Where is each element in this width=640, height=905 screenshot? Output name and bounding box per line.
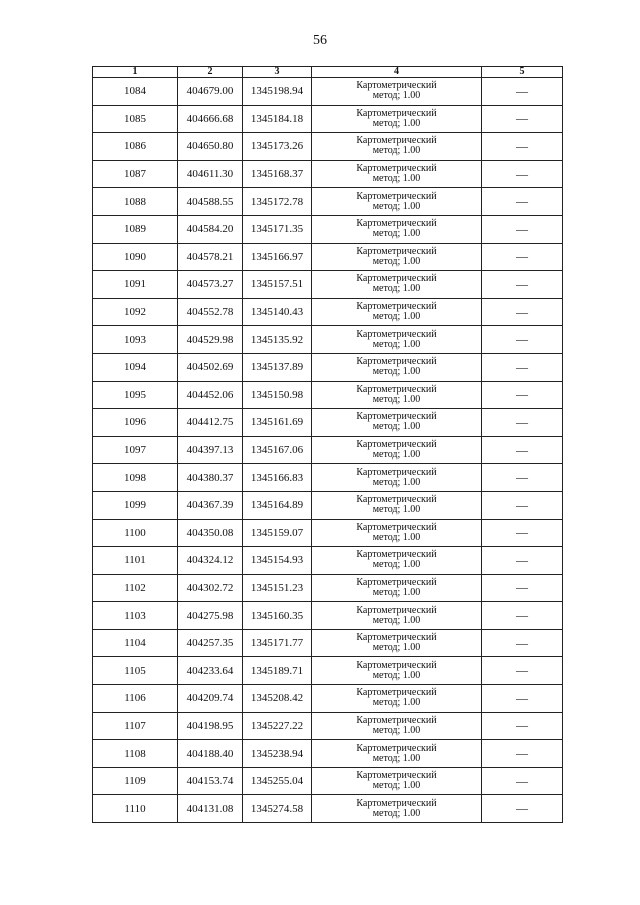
empty-dash: — [516,801,528,816]
method-cell [312,215,482,243]
method-accuracy: метод; 1.00 [372,724,421,736]
method-accuracy: метод; 1.00 [372,173,421,185]
method-accuracy: метод; 1.00 [372,476,421,488]
point-number-cell: 1085 [93,105,178,133]
method-cell [312,767,482,795]
method-accuracy: метод; 1.00 [372,669,421,681]
table-row [93,602,563,630]
y-coordinate-cell: 1345227.22 [243,712,312,740]
table-row [93,657,563,685]
table-row [93,271,563,299]
empty-dash: — [516,304,528,319]
point-number-cell: 1101 [93,547,178,575]
method-name: Картометрический [356,301,437,313]
method-name: Картометрический [356,770,437,782]
description-cell [482,464,563,492]
method-name: Картометрический [356,163,437,175]
method-accuracy: метод; 1.00 [372,586,421,598]
coordinates-table [92,66,563,823]
point-number-cell: 1107 [93,712,178,740]
method-cell [312,409,482,437]
description-cell [482,740,563,768]
x-coordinate-cell: 404324.12 [178,547,243,575]
table-row [93,105,563,133]
y-coordinate-cell: 1345171.77 [243,629,312,657]
description-cell [482,795,563,823]
table-row [93,767,563,795]
method-cell [312,78,482,106]
description-cell [482,436,563,464]
table-row [93,160,563,188]
method-name: Картометрический [356,439,437,451]
method-name: Картометрический [356,604,437,616]
method-accuracy: метод; 1.00 [372,366,421,378]
method-cell [312,574,482,602]
method-name: Картометрический [356,742,437,754]
empty-dash: — [516,663,528,678]
column-header-2: 2 [178,67,243,78]
method-cell [312,685,482,713]
table-header [93,67,563,78]
x-coordinate-cell: 404350.08 [178,519,243,547]
y-coordinate-cell: 1345238.94 [243,740,312,768]
point-number-cell: 1100 [93,519,178,547]
empty-dash: — [516,718,528,733]
y-coordinate-cell: 1345157.51 [243,271,312,299]
description-cell [482,491,563,519]
x-coordinate-cell: 404529.98 [178,326,243,354]
empty-dash: — [516,414,528,429]
point-number-cell: 1110 [93,795,178,823]
point-number-cell: 1104 [93,629,178,657]
method-accuracy: метод; 1.00 [372,145,421,157]
table-row [93,491,563,519]
y-coordinate-cell: 1345151.23 [243,574,312,602]
empty-dash: — [516,387,528,402]
point-number-cell: 1108 [93,740,178,768]
point-number-cell: 1102 [93,574,178,602]
y-coordinate-cell: 1345150.98 [243,381,312,409]
empty-dash: — [516,221,528,236]
y-coordinate-cell: 1345255.04 [243,767,312,795]
method-name: Картометрический [356,80,437,92]
x-coordinate-cell: 404209.74 [178,685,243,713]
y-coordinate-cell: 1345137.89 [243,353,312,381]
x-coordinate-cell: 404588.55 [178,188,243,216]
description-cell [482,243,563,271]
point-number-cell: 1087 [93,160,178,188]
empty-dash: — [516,249,528,264]
y-coordinate-cell: 1345274.58 [243,795,312,823]
y-coordinate-cell: 1345135.92 [243,326,312,354]
empty-dash: — [516,194,528,209]
y-coordinate-cell: 1345168.37 [243,160,312,188]
table-row [93,133,563,161]
column-header-1: 1 [93,67,178,78]
method-cell [312,436,482,464]
empty-dash: — [516,111,528,126]
method-accuracy: метод; 1.00 [372,780,421,792]
method-accuracy: метод; 1.00 [372,311,421,323]
method-cell [312,712,482,740]
empty-dash: — [516,83,528,98]
description-cell [482,629,563,657]
point-number-cell: 1106 [93,685,178,713]
table-row [93,353,563,381]
method-cell [312,381,482,409]
method-accuracy: метод; 1.00 [372,642,421,654]
method-accuracy: метод; 1.00 [372,393,421,405]
x-coordinate-cell: 404650.80 [178,133,243,161]
method-cell [312,795,482,823]
method-cell [312,188,482,216]
description-cell [482,712,563,740]
table-row [93,409,563,437]
method-name: Картометрический [356,494,437,506]
y-coordinate-cell: 1345173.26 [243,133,312,161]
empty-dash: — [516,635,528,650]
method-cell [312,491,482,519]
point-number-cell: 1098 [93,464,178,492]
method-name: Картометрический [356,714,437,726]
empty-dash: — [516,552,528,567]
x-coordinate-cell: 404573.27 [178,271,243,299]
method-name: Картометрический [356,218,437,230]
method-accuracy: метод; 1.00 [372,90,421,102]
y-coordinate-cell: 1345167.06 [243,436,312,464]
x-coordinate-cell: 404578.21 [178,243,243,271]
method-name: Картометрический [356,659,437,671]
x-coordinate-cell: 404233.64 [178,657,243,685]
column-header-3: 3 [243,67,312,78]
empty-dash: — [516,525,528,540]
method-accuracy: метод; 1.00 [372,531,421,543]
empty-dash: — [516,138,528,153]
y-coordinate-cell: 1345154.93 [243,547,312,575]
point-number-cell: 1099 [93,491,178,519]
table-row [93,574,563,602]
method-accuracy: метод; 1.00 [372,697,421,709]
y-coordinate-cell: 1345208.42 [243,685,312,713]
method-name: Картометрический [356,107,437,119]
x-coordinate-cell: 404131.08 [178,795,243,823]
y-coordinate-cell: 1345172.78 [243,188,312,216]
table-row [93,547,563,575]
method-accuracy: метод; 1.00 [372,449,421,461]
table-row [93,326,563,354]
description-cell [482,215,563,243]
method-cell [312,298,482,326]
x-coordinate-cell: 404679.00 [178,78,243,106]
method-accuracy: метод; 1.00 [372,338,421,350]
method-name: Картометрический [356,273,437,285]
description-cell [482,767,563,795]
empty-dash: — [516,332,528,347]
method-name: Картометрический [356,383,437,395]
method-name: Картометрический [356,135,437,147]
method-cell [312,326,482,354]
method-accuracy: метод; 1.00 [372,807,421,819]
point-number-cell: 1090 [93,243,178,271]
method-name: Картометрический [356,328,437,340]
description-cell [482,78,563,106]
empty-dash: — [516,166,528,181]
method-name: Картометрический [356,411,437,423]
empty-dash: — [516,470,528,485]
table-row [93,436,563,464]
x-coordinate-cell: 404412.75 [178,409,243,437]
method-cell [312,547,482,575]
table-row [93,629,563,657]
column-header-4: 4 [312,67,482,78]
table-row [93,464,563,492]
method-cell [312,740,482,768]
method-accuracy: метод; 1.00 [372,504,421,516]
description-cell [482,271,563,299]
method-accuracy: метод; 1.00 [372,559,421,571]
table-row [93,795,563,823]
description-cell [482,326,563,354]
method-name: Картометрический [356,466,437,478]
page-number: 56 [313,33,327,48]
y-coordinate-cell: 1345166.97 [243,243,312,271]
x-coordinate-cell: 404153.74 [178,767,243,795]
empty-dash: — [516,276,528,291]
method-cell [312,353,482,381]
y-coordinate-cell: 1345164.89 [243,491,312,519]
method-accuracy: метод; 1.00 [372,117,421,129]
method-cell [312,243,482,271]
method-name: Картометрический [356,687,437,699]
point-number-cell: 1091 [93,271,178,299]
x-coordinate-cell: 404584.20 [178,215,243,243]
method-cell [312,271,482,299]
method-name: Картометрический [356,576,437,588]
method-cell [312,133,482,161]
x-coordinate-cell: 404552.78 [178,298,243,326]
method-accuracy: метод; 1.00 [372,614,421,626]
description-cell [482,409,563,437]
point-number-cell: 1084 [93,78,178,106]
column-header-5: 5 [482,67,563,78]
empty-dash: — [516,442,528,457]
table-row [93,243,563,271]
table-row [93,188,563,216]
method-accuracy: метод; 1.00 [372,255,421,267]
x-coordinate-cell: 404380.37 [178,464,243,492]
method-cell [312,657,482,685]
table-row [93,740,563,768]
method-accuracy: метод; 1.00 [372,200,421,212]
y-coordinate-cell: 1345171.35 [243,215,312,243]
point-number-cell: 1094 [93,353,178,381]
method-name: Картометрический [356,190,437,202]
table-row [93,712,563,740]
header-row [93,67,563,78]
table-row [93,685,563,713]
x-coordinate-cell: 404611.30 [178,160,243,188]
empty-dash: — [516,746,528,761]
description-cell [482,105,563,133]
point-number-cell: 1093 [93,326,178,354]
empty-dash: — [516,608,528,623]
x-coordinate-cell: 404666.68 [178,105,243,133]
method-accuracy: метод; 1.00 [372,421,421,433]
x-coordinate-cell: 404502.69 [178,353,243,381]
point-number-cell: 1086 [93,133,178,161]
point-number-cell: 1095 [93,381,178,409]
point-number-cell: 1089 [93,215,178,243]
method-accuracy: метод; 1.00 [372,228,421,240]
y-coordinate-cell: 1345161.69 [243,409,312,437]
y-coordinate-cell: 1345184.18 [243,105,312,133]
method-name: Картометрический [356,245,437,257]
table-row [93,381,563,409]
description-cell [482,381,563,409]
point-number-cell: 1088 [93,188,178,216]
method-name: Картометрический [356,356,437,368]
method-cell [312,464,482,492]
point-number-cell: 1105 [93,657,178,685]
table-row [93,519,563,547]
description-cell [482,685,563,713]
y-coordinate-cell: 1345198.94 [243,78,312,106]
method-name: Картометрический [356,549,437,561]
description-cell [482,574,563,602]
point-number-cell: 1103 [93,602,178,630]
method-name: Картометрический [356,632,437,644]
point-number-cell: 1096 [93,409,178,437]
description-cell [482,188,563,216]
description-cell [482,133,563,161]
empty-dash: — [516,580,528,595]
empty-dash: — [516,497,528,512]
description-cell [482,547,563,575]
x-coordinate-cell: 404275.98 [178,602,243,630]
description-cell [482,160,563,188]
table-row [93,298,563,326]
x-coordinate-cell: 404198.95 [178,712,243,740]
description-cell [482,602,563,630]
method-accuracy: метод; 1.00 [372,752,421,764]
description-cell [482,657,563,685]
table-body [93,78,563,823]
x-coordinate-cell: 404367.39 [178,491,243,519]
y-coordinate-cell: 1345159.07 [243,519,312,547]
x-coordinate-cell: 404452.06 [178,381,243,409]
method-cell [312,160,482,188]
method-name: Картометрический [356,797,437,809]
description-cell [482,353,563,381]
description-cell [482,519,563,547]
y-coordinate-cell: 1345166.83 [243,464,312,492]
y-coordinate-cell: 1345160.35 [243,602,312,630]
y-coordinate-cell: 1345189.71 [243,657,312,685]
empty-dash: — [516,773,528,788]
point-number-cell: 1092 [93,298,178,326]
table-row [93,215,563,243]
x-coordinate-cell: 404302.72 [178,574,243,602]
point-number-cell: 1109 [93,767,178,795]
empty-dash: — [516,359,528,374]
method-name: Картометрический [356,521,437,533]
x-coordinate-cell: 404397.13 [178,436,243,464]
x-coordinate-cell: 404257.35 [178,629,243,657]
x-coordinate-cell: 404188.40 [178,740,243,768]
description-cell [482,298,563,326]
point-number-cell: 1097 [93,436,178,464]
empty-dash: — [516,690,528,705]
method-cell [312,629,482,657]
method-cell [312,105,482,133]
table-row [93,78,563,106]
y-coordinate-cell: 1345140.43 [243,298,312,326]
method-accuracy: метод; 1.00 [372,283,421,295]
method-cell [312,602,482,630]
method-cell [312,519,482,547]
